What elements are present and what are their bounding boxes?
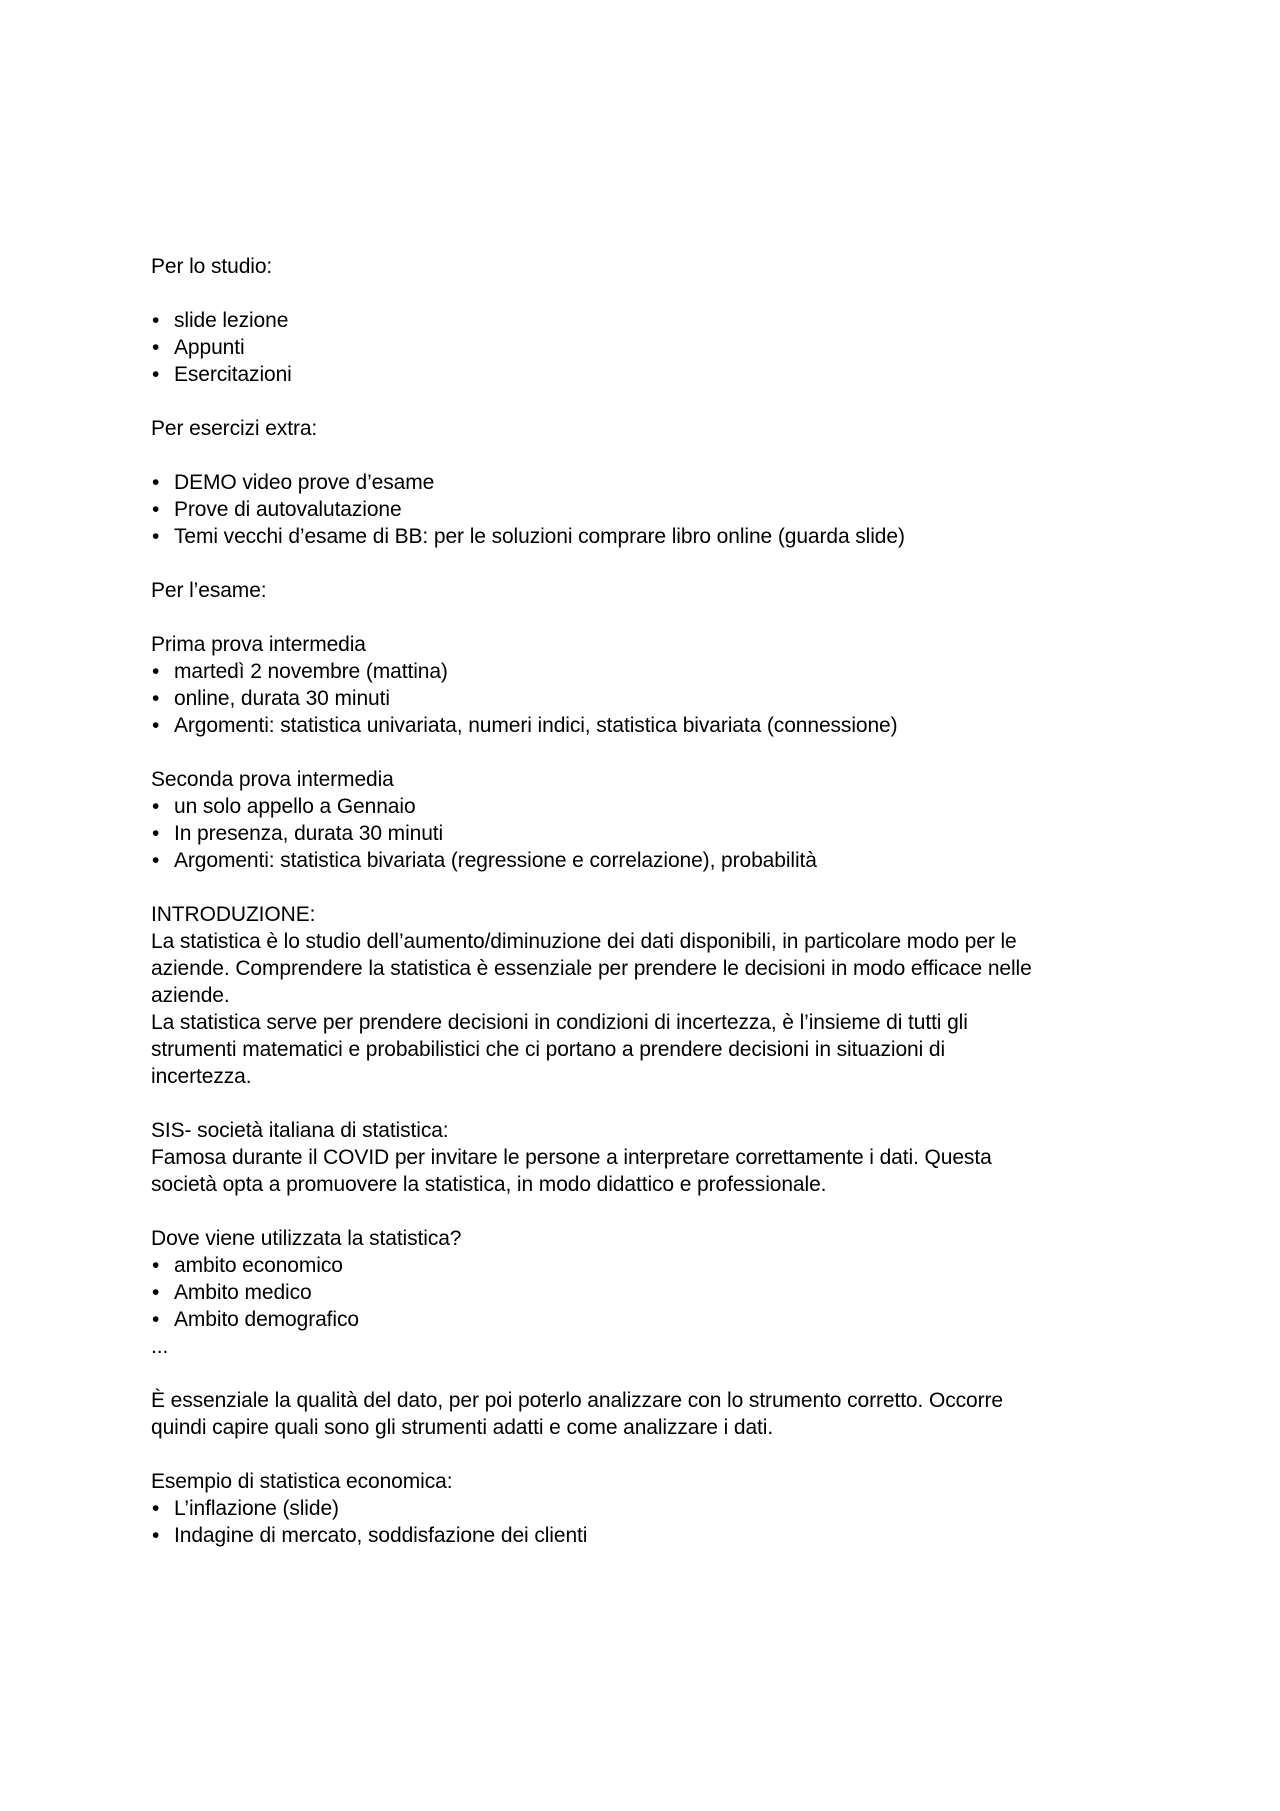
bullet-icon: • <box>152 822 160 845</box>
sis-line: società opta a promuovere la statistica, in modo didattico e professionale. <box>151 1173 827 1196</box>
usage-list <box>151 1252 1131 1333</box>
usage-ellipsis: ... <box>151 1335 169 1358</box>
spacer <box>151 604 1131 631</box>
economic-heading: Esempio di statistica economica: <box>151 1470 453 1493</box>
second-test-list <box>151 793 1131 874</box>
spacer <box>151 280 1131 307</box>
list-item: • Argomenti: statistica bivariata (regressione e correlazione), probabilità <box>152 849 817 872</box>
list-item: • slide lezione <box>152 309 289 332</box>
usage-heading: Dove viene utilizzata la statistica? <box>151 1227 462 1250</box>
sis-heading: SIS- società italiana di statistica: <box>151 1119 449 1142</box>
extra-heading: Per esercizi extra: <box>151 417 318 440</box>
list-item: • Indagine di mercato, soddisfazione dei clienti <box>152 1524 588 1547</box>
bullet-icon: • <box>152 498 160 521</box>
first-test-heading: Prima prova intermedia <box>151 633 366 656</box>
spacer <box>151 1198 1131 1225</box>
list-item: • Ambito demografico <box>152 1308 359 1331</box>
bullet-icon: • <box>152 849 160 872</box>
exam-heading: Per l’esame: <box>151 579 267 602</box>
extra-list <box>151 469 1131 550</box>
list-item: • martedì 2 novembre (mattina) <box>152 660 448 683</box>
spacer <box>151 550 1131 577</box>
bullet-icon: • <box>152 795 160 818</box>
bullet-icon: • <box>152 714 160 737</box>
bullet-icon: • <box>152 660 160 683</box>
spacer <box>151 874 1131 901</box>
list-item: • Appunti <box>152 336 245 359</box>
study-list <box>151 307 1131 388</box>
spacer <box>151 388 1131 415</box>
first-test-list <box>151 658 1131 739</box>
intro-line: La statistica serve per prendere decisioni in condizioni di incertezza, è l’insieme di tutti gli <box>151 1011 968 1034</box>
document-page <box>151 253 1131 1549</box>
intro-line: incertezza. <box>151 1065 252 1088</box>
list-item: • In presenza, durata 30 minuti <box>152 822 444 845</box>
intro-line: La statistica è lo studio dell’aumento/diminuzione dei dati disponibili, in particolare modo per le <box>151 930 1017 953</box>
spacer <box>151 1090 1131 1117</box>
intro-line: aziende. Comprendere la statistica è essenziale per prendere le decisioni in modo efficace nelle <box>151 957 1032 980</box>
bullet-icon: • <box>152 1308 160 1331</box>
list-item: • Temi vecchi d’esame di BB: per le soluzioni comprare libro online (guarda slide) <box>152 525 905 548</box>
bullet-icon: • <box>152 1254 160 1277</box>
bullet-icon: • <box>152 525 160 548</box>
spacer <box>151 442 1131 469</box>
list-item: • DEMO video prove d’esame <box>152 471 435 494</box>
sis-line: Famosa durante il COVID per invitare le persone a interpretare correttamente i dati. Questa <box>151 1146 992 1169</box>
bullet-icon: • <box>152 1281 160 1304</box>
list-item: • ambito economico <box>152 1254 343 1277</box>
intro-line: aziende. <box>151 984 230 1007</box>
list-item: • L’inflazione (slide) <box>152 1497 339 1520</box>
intro-line: strumenti matematici e probabilistici che ci portano a prendere decisioni in situazioni di <box>151 1038 946 1061</box>
economic-list <box>151 1495 1131 1549</box>
list-item: • online, durata 30 minuti <box>152 687 390 710</box>
list-item: • Prove di autovalutazione <box>152 498 402 521</box>
list-item: • Argomenti: statistica univariata, numeri indici, statistica bivariata (connessione) <box>152 714 898 737</box>
bullet-icon: • <box>152 309 160 332</box>
bullet-icon: • <box>152 471 160 494</box>
bullet-icon: • <box>152 363 160 386</box>
bullet-icon: • <box>152 336 160 359</box>
list-item: • Ambito medico <box>152 1281 312 1304</box>
list-item: • Esercitazioni <box>152 363 292 386</box>
second-test-heading: Seconda prova intermedia <box>151 768 394 791</box>
study-heading: Per lo studio: <box>151 255 273 278</box>
bullet-icon: • <box>152 687 160 710</box>
spacer <box>151 739 1131 766</box>
list-item: • un solo appello a Gennaio <box>152 795 416 818</box>
quality-line: quindi capire quali sono gli strumenti adatti e come analizzare i dati. <box>151 1416 774 1439</box>
bullet-icon: • <box>152 1524 160 1547</box>
bullet-icon: • <box>152 1497 160 1520</box>
spacer <box>151 1441 1131 1468</box>
spacer <box>151 1360 1131 1387</box>
intro-heading: INTRODUZIONE: <box>151 903 316 926</box>
quality-line: È essenziale la qualità del dato, per poi poterlo analizzare con lo strumento corretto. Occorre <box>151 1389 1003 1412</box>
